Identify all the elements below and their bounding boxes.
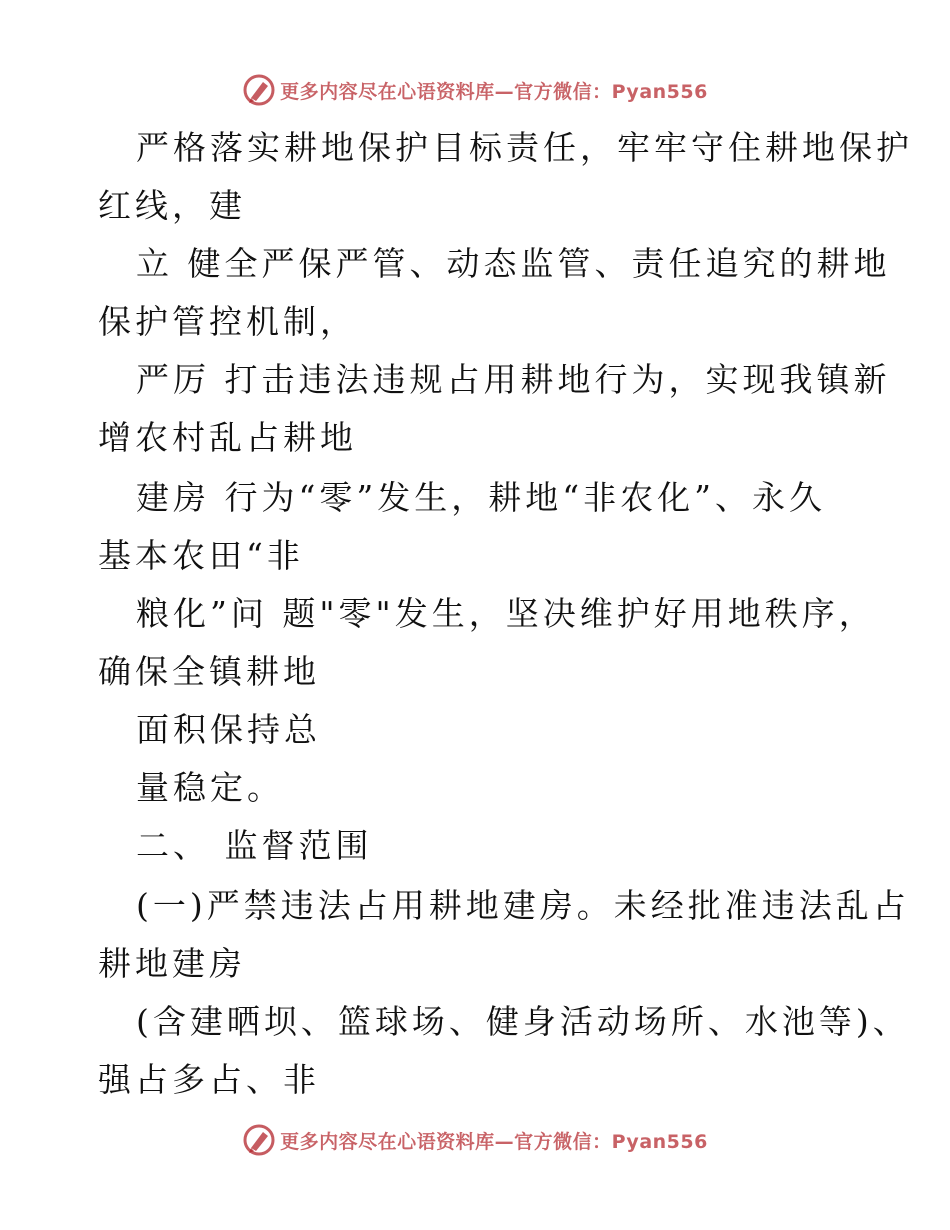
paragraph-line: 确保全镇耕地: [98, 652, 320, 691]
paragraph-line: 红线，建: [98, 186, 246, 225]
paragraph-line: 基本农田“非: [98, 536, 304, 575]
watermark-banner-bottom: [0, 1120, 950, 1160]
paragraph-line: 严厉 打击违法违规占用耕地行为，实现我镇新: [136, 360, 891, 399]
paragraph-line: 量稳定。: [136, 768, 284, 807]
paragraph-line: 耕地建房: [98, 944, 246, 983]
paragraph-line: 增农村乱占耕地: [98, 418, 357, 457]
paragraph-line: 面积保持总: [136, 710, 321, 749]
paragraph-line: (含建晒坝、篮球场、健身活动场所、水池等)、: [136, 1002, 910, 1041]
paragraph-line: 严格落实耕地保护目标责任，牢牢守住耕地保护: [136, 128, 913, 167]
watermark-text: 更多内容尽在心语资料库—官方微信：Pyan556: [280, 80, 708, 103]
paragraph-line: 保护管控机制，: [98, 302, 357, 341]
paragraph-line: 立 健全严保严管、动态监管、责任追究的耕地: [136, 244, 891, 283]
watermark-text: 更多内容尽在心语资料库—官方微信：Pyan556: [280, 1130, 708, 1153]
paragraph-line: 粮化”问 题"零"发生，坚决维护好用地秩序，: [136, 594, 876, 633]
pen-logo-icon: [242, 1123, 276, 1157]
paragraph-line: 强占多占、非: [98, 1060, 320, 1099]
paragraph-line: 建房 行为“零”发生，耕地“非农化”、永久: [136, 478, 826, 517]
section-heading: 二、 监督范围: [136, 826, 373, 865]
paragraph-line: (一)严禁违法占用耕地建房。未经批准违法乱占: [136, 886, 910, 925]
